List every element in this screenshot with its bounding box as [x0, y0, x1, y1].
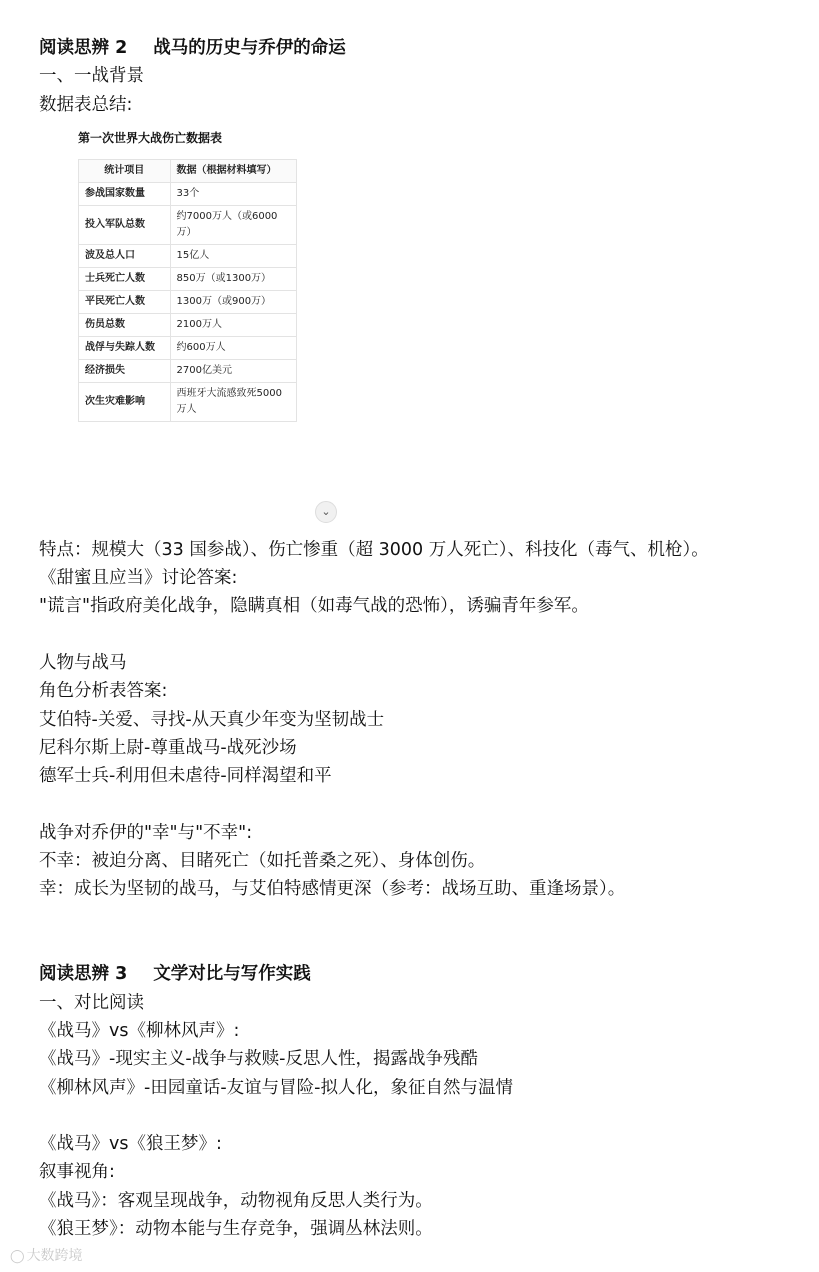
table-cell-value: 2700亿美元 [170, 359, 296, 382]
table-cell-item: 士兵死亡人数 [79, 267, 171, 290]
table-cell-value: 850万（或1300万） [170, 267, 296, 290]
compare-1-title: 《战马》vs《柳林风声》: [39, 1020, 240, 1041]
table-row [79, 244, 297, 267]
compare-2-title: 《战马》vs《狼王梦》: [39, 1134, 222, 1155]
compare-1-line: 《柳林风声》-田园童话-友谊与冒险-拟人化，象征自然与温情 [39, 1077, 513, 1098]
table-cell-item: 伤员总数 [79, 313, 171, 336]
section-2-number: 阅读思辨 2 [39, 38, 128, 58]
compare-2-line: 《战马》：客观呈现战争，动物视角反思人类行为。 [39, 1190, 433, 1211]
watermark [10, 1245, 83, 1265]
watermark-text: 大数跨境 [26, 1248, 83, 1264]
narrative-label: 叙事视角: [39, 1162, 115, 1183]
table-cell-item: 波及总人口 [79, 244, 171, 267]
role-line: 尼科尔斯上尉-尊重战马-战死沙场 [39, 737, 297, 758]
features-line: 特点：规模大（33 国参战）、伤亡惨重（超 3000 万人死亡）、科技化（毒气、机枪）。 [39, 539, 709, 560]
table-row [79, 336, 297, 359]
misfortune-line: 不幸：被迫分离、目睹死亡（如托普桑之死）、身体创伤。 [39, 851, 486, 872]
table-cell-item: 平民死亡人数 [79, 290, 171, 313]
section-3-subheading: 一、对比阅读 [39, 992, 144, 1013]
table-cell-item: 战俘与失踪人数 [79, 336, 171, 359]
table-fade-overlay [75, 496, 299, 520]
table-cell-value: 15亿人 [170, 244, 296, 267]
table-row [79, 313, 297, 336]
table-header-item: 统计项目 [79, 159, 171, 182]
table-cell-item: 次生灾难影响 [79, 382, 171, 421]
casualty-table-image [75, 130, 339, 520]
document-body [39, 34, 809, 1243]
section-2-subheading: 一、一战背景 [39, 66, 144, 87]
table-cell-value: 2100万人 [170, 313, 296, 336]
casualty-table [78, 159, 297, 422]
role-table-label: 角色分析表答案: [39, 681, 168, 702]
characters-title: 人物与战马 [39, 653, 127, 674]
table-cell-value: 西班牙大流感致死5000万人 [170, 382, 296, 421]
table-cell-value: 约600万人 [170, 336, 296, 359]
table-row [79, 267, 297, 290]
fortune-line: 幸：成长为坚韧的战马，与艾伯特感情更深（参考：战场互助、重逢场景）。 [39, 879, 626, 900]
table-row [79, 205, 297, 244]
table-row [79, 382, 297, 421]
table-header-row [79, 159, 297, 182]
table-header-value: 数据（根据材料填写） [170, 159, 296, 182]
role-line: 德军士兵-利用但未虐待-同样渴望和平 [39, 766, 332, 787]
section-3-heading [39, 960, 809, 988]
wechat-logo-icon: ◯ [10, 1249, 25, 1264]
lie-answer-line: "谎言"指政府美化战争，隐瞒真相（如毒气战的恐怖），诱骗青年参军。 [39, 596, 589, 617]
section-3-title: 文学对比与写作实践 [153, 964, 311, 985]
table-row [79, 290, 297, 313]
table-cell-item: 参战国家数量 [79, 182, 171, 205]
section-2-title: 战马的历史与乔伊的命运 [153, 38, 346, 58]
section-3-number: 阅读思辨 3 [39, 964, 128, 985]
table-cell-value: 33个 [170, 182, 296, 205]
section-2-heading [39, 34, 809, 62]
summary-label: 数据表总结: [39, 94, 133, 115]
book-discussion-label: 《甜蜜且应当》讨论答案: [39, 568, 238, 589]
table-row [79, 182, 297, 205]
table-cell-item: 经济损失 [79, 359, 171, 382]
compare-2-line: 《狼王梦》：动物本能与生存竞争，强调丛林法则。 [39, 1219, 433, 1240]
fortune-title: 战争对乔伊的"幸"与"不幸": [39, 822, 253, 843]
casualty-table-title: 第一次世界大战伤亡数据表 [78, 130, 223, 145]
role-line: 艾伯特-关爱、寻找-从天真少年变为坚韧战士 [39, 709, 385, 730]
table-row [79, 359, 297, 382]
chevron-down-icon[interactable]: ⌄ [315, 501, 337, 523]
table-cell-item: 投入军队总数 [79, 205, 171, 244]
table-cell-value: 1300万（或900万） [170, 290, 296, 313]
table-cell-value: 约7000万人（或6000万） [170, 205, 296, 244]
compare-1-line: 《战马》-现实主义-战争与救赎-反思人性，揭露战争残酷 [39, 1049, 478, 1070]
